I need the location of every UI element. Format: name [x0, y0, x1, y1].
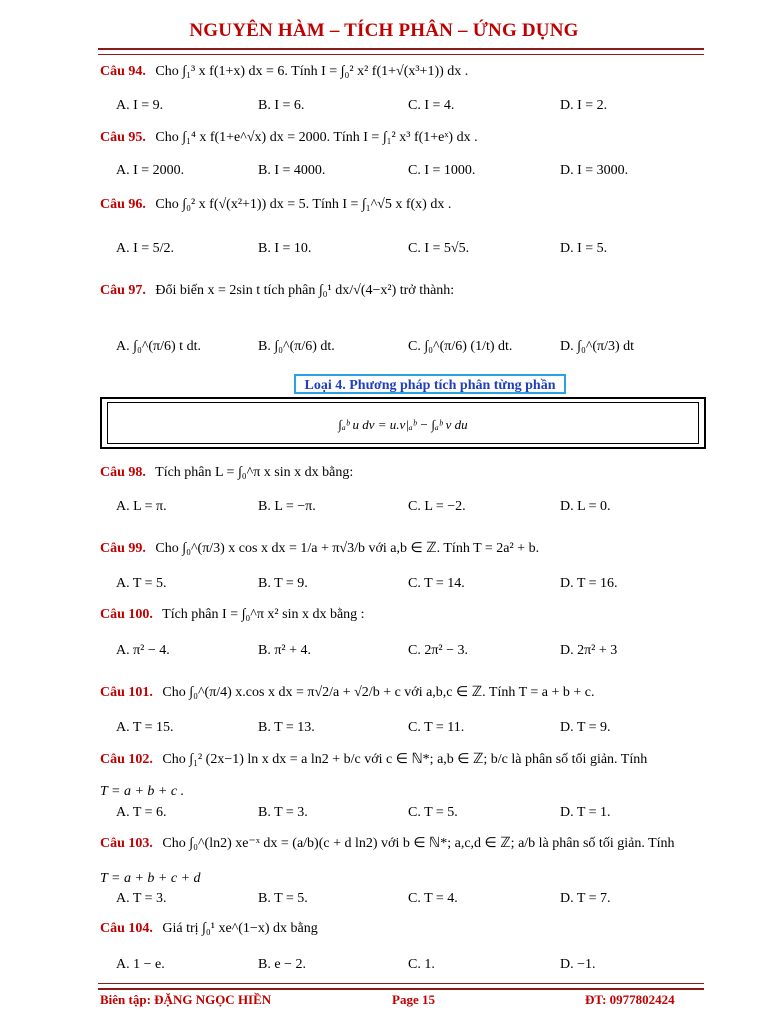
- question-label: Câu 97.: [100, 283, 146, 298]
- question-text: Cho ∫₁² (2x−1) ln x dx = a ln2 + b/c với c ∈ ℕ*; a,b ∈ ℤ; b/c là phân số tối giản. Tính: [162, 752, 648, 767]
- options-103: [100, 891, 706, 911]
- question-95: [100, 130, 706, 146]
- option-d[interactable]: D. I = 5.: [560, 241, 608, 256]
- option-d[interactable]: D. 2π² + 3: [560, 643, 618, 658]
- question-label: Câu 98.: [100, 465, 146, 480]
- option-b[interactable]: B. e − 2.: [258, 957, 306, 972]
- option-c[interactable]: C. T = 5.: [408, 805, 458, 820]
- option-b[interactable]: B. T = 3.: [258, 805, 308, 820]
- options-102: [100, 805, 706, 825]
- question-label: Câu 94.: [100, 64, 146, 79]
- option-d[interactable]: D. L = 0.: [560, 499, 611, 514]
- options-101: [100, 720, 706, 740]
- question-label: Câu 99.: [100, 541, 146, 556]
- option-d[interactable]: D. T = 1.: [560, 805, 611, 820]
- footer-editor: Biên tập: ĐẶNG NGỌC HIỀN: [100, 992, 272, 1007]
- option-a[interactable]: A. I = 2000.: [116, 163, 185, 178]
- footer-page-number: Page 15: [392, 992, 435, 1007]
- question-label: Câu 96.: [100, 197, 146, 212]
- question-100: [100, 607, 706, 623]
- option-d[interactable]: D. T = 9.: [560, 720, 611, 735]
- option-c[interactable]: C. T = 11.: [408, 720, 465, 735]
- question-96: [100, 197, 706, 213]
- question-label: Câu 95.: [100, 130, 146, 145]
- question-text: Cho ∫₁⁴ x f(1+e^√x) dx = 2000. Tính I = ∫₁² x³ f(1+eˣ) dx .: [155, 130, 478, 145]
- question-101: [100, 684, 706, 701]
- option-a[interactable]: A. I = 9.: [116, 98, 164, 113]
- option-d[interactable]: D. I = 2.: [560, 98, 608, 113]
- question-label: Câu 103.: [100, 836, 153, 851]
- option-b[interactable]: B. L = −π.: [258, 499, 316, 514]
- option-a[interactable]: A. ∫₀^(π/6) t dt.: [116, 339, 201, 354]
- options-97: [100, 339, 706, 359]
- option-a[interactable]: A. T = 15.: [116, 720, 174, 735]
- options-99: [100, 576, 706, 596]
- question-text: Tích phân L = ∫₀^π x sin x dx bằng:: [155, 465, 354, 480]
- option-a[interactable]: A. 1 − e.: [116, 957, 165, 972]
- option-a[interactable]: A. T = 3.: [116, 891, 167, 906]
- option-c[interactable]: C. I = 1000.: [408, 163, 476, 178]
- option-c[interactable]: C. 1.: [408, 957, 435, 972]
- option-a[interactable]: A. L = π.: [116, 499, 167, 514]
- option-c[interactable]: C. L = −2.: [408, 499, 466, 514]
- integration-by-parts-formula: ∫ₐᵇ u dv = u.v|ₐᵇ − ∫ₐᵇ v du: [338, 417, 468, 432]
- question-text: Cho ∫₀^(π/3) x cos x dx = 1/a + π√3/b với a,b ∈ ℤ. Tính T = 2a² + b.: [155, 541, 540, 556]
- option-d[interactable]: D. ∫₀^(π/3) dt: [560, 339, 635, 354]
- question-103-continued: T = a + b + c + d: [100, 871, 201, 886]
- question-99: [100, 540, 706, 557]
- option-b[interactable]: B. T = 5.: [258, 891, 308, 906]
- question-text: Cho ∫₀^(π/4) x.cos x dx = π√2/a + √2/b + c với a,b,c ∈ ℤ. Tính T = a + b + c.: [162, 685, 595, 700]
- option-d[interactable]: D. T = 16.: [560, 576, 618, 591]
- question-103: [100, 835, 706, 852]
- question-text: Cho ∫₀^(ln2) xe⁻ˣ dx = (a/b)(c + d ln2) với b ∈ ℕ*; a,c,d ∈ ℤ; a/b là phân số tối giản. Tính: [162, 836, 675, 851]
- question-text: Giá trị ∫₀¹ xe^(1−x) dx bằng: [162, 921, 318, 936]
- option-a[interactable]: A. T = 5.: [116, 576, 167, 591]
- option-b[interactable]: B. I = 4000.: [258, 163, 326, 178]
- footer-phone: ĐT: 0977802424: [585, 992, 675, 1007]
- question-97: [100, 283, 706, 299]
- option-c[interactable]: C. T = 4.: [408, 891, 458, 906]
- options-98: [100, 499, 706, 519]
- question-94: [100, 64, 706, 80]
- question-label: Câu 101.: [100, 685, 153, 700]
- question-98: [100, 465, 706, 481]
- option-c[interactable]: C. I = 4.: [408, 98, 455, 113]
- option-b[interactable]: B. I = 10.: [258, 241, 312, 256]
- question-label: Câu 100.: [100, 607, 153, 622]
- options-96: [100, 241, 706, 261]
- question-text: Đổi biến x = 2sin t tích phân ∫₀¹ dx/√(4−x²) trở thành:: [155, 283, 455, 298]
- formula-inner-frame: [107, 402, 699, 444]
- options-104: [100, 957, 706, 977]
- section-title: Loại 4. Phương pháp tích phân từng phần: [294, 374, 566, 394]
- options-100: [100, 643, 706, 663]
- option-c[interactable]: C. T = 14.: [408, 576, 465, 591]
- question-text: Cho ∫₀² x f(√(x²+1)) dx = 5. Tính I = ∫₁^√5 x f(x) dx .: [155, 197, 452, 212]
- option-c[interactable]: C. 2π² − 3.: [408, 643, 468, 658]
- options-95: [100, 163, 706, 183]
- header-rule: [98, 48, 704, 55]
- question-102: [100, 751, 706, 768]
- option-a[interactable]: A. I = 5/2.: [116, 241, 175, 256]
- option-b[interactable]: B. T = 13.: [258, 720, 315, 735]
- question-104: [100, 921, 706, 937]
- option-b[interactable]: B. π² + 4.: [258, 643, 311, 658]
- option-b[interactable]: B. T = 9.: [258, 576, 308, 591]
- option-d[interactable]: D. T = 7.: [560, 891, 611, 906]
- option-a[interactable]: A. π² − 4.: [116, 643, 170, 658]
- page-header-title: NGUYÊN HÀM – TÍCH PHÂN – ỨNG DỤNG: [189, 20, 579, 41]
- formula-box: [100, 397, 706, 449]
- option-b[interactable]: B. I = 6.: [258, 98, 305, 113]
- question-text: Cho ∫₁³ x f(1+x) dx = 6. Tính I = ∫₀² x² f(1+√(x³+1)) dx .: [155, 64, 469, 79]
- option-d[interactable]: D. −1.: [560, 957, 596, 972]
- option-c[interactable]: C. ∫₀^(π/6) (1/t) dt.: [408, 339, 513, 354]
- option-d[interactable]: D. I = 3000.: [560, 163, 629, 178]
- option-a[interactable]: A. T = 6.: [116, 805, 167, 820]
- options-94: [100, 98, 706, 118]
- question-102-continued: T = a + b + c .: [100, 784, 185, 799]
- question-label: Câu 102.: [100, 752, 153, 767]
- question-label: Câu 104.: [100, 921, 153, 936]
- question-text: Tích phân I = ∫₀^π x² sin x dx bằng :: [162, 607, 365, 622]
- option-b[interactable]: B. ∫₀^(π/6) dt.: [258, 339, 335, 354]
- footer-rule: [98, 983, 704, 990]
- option-c[interactable]: C. I = 5√5.: [408, 241, 470, 256]
